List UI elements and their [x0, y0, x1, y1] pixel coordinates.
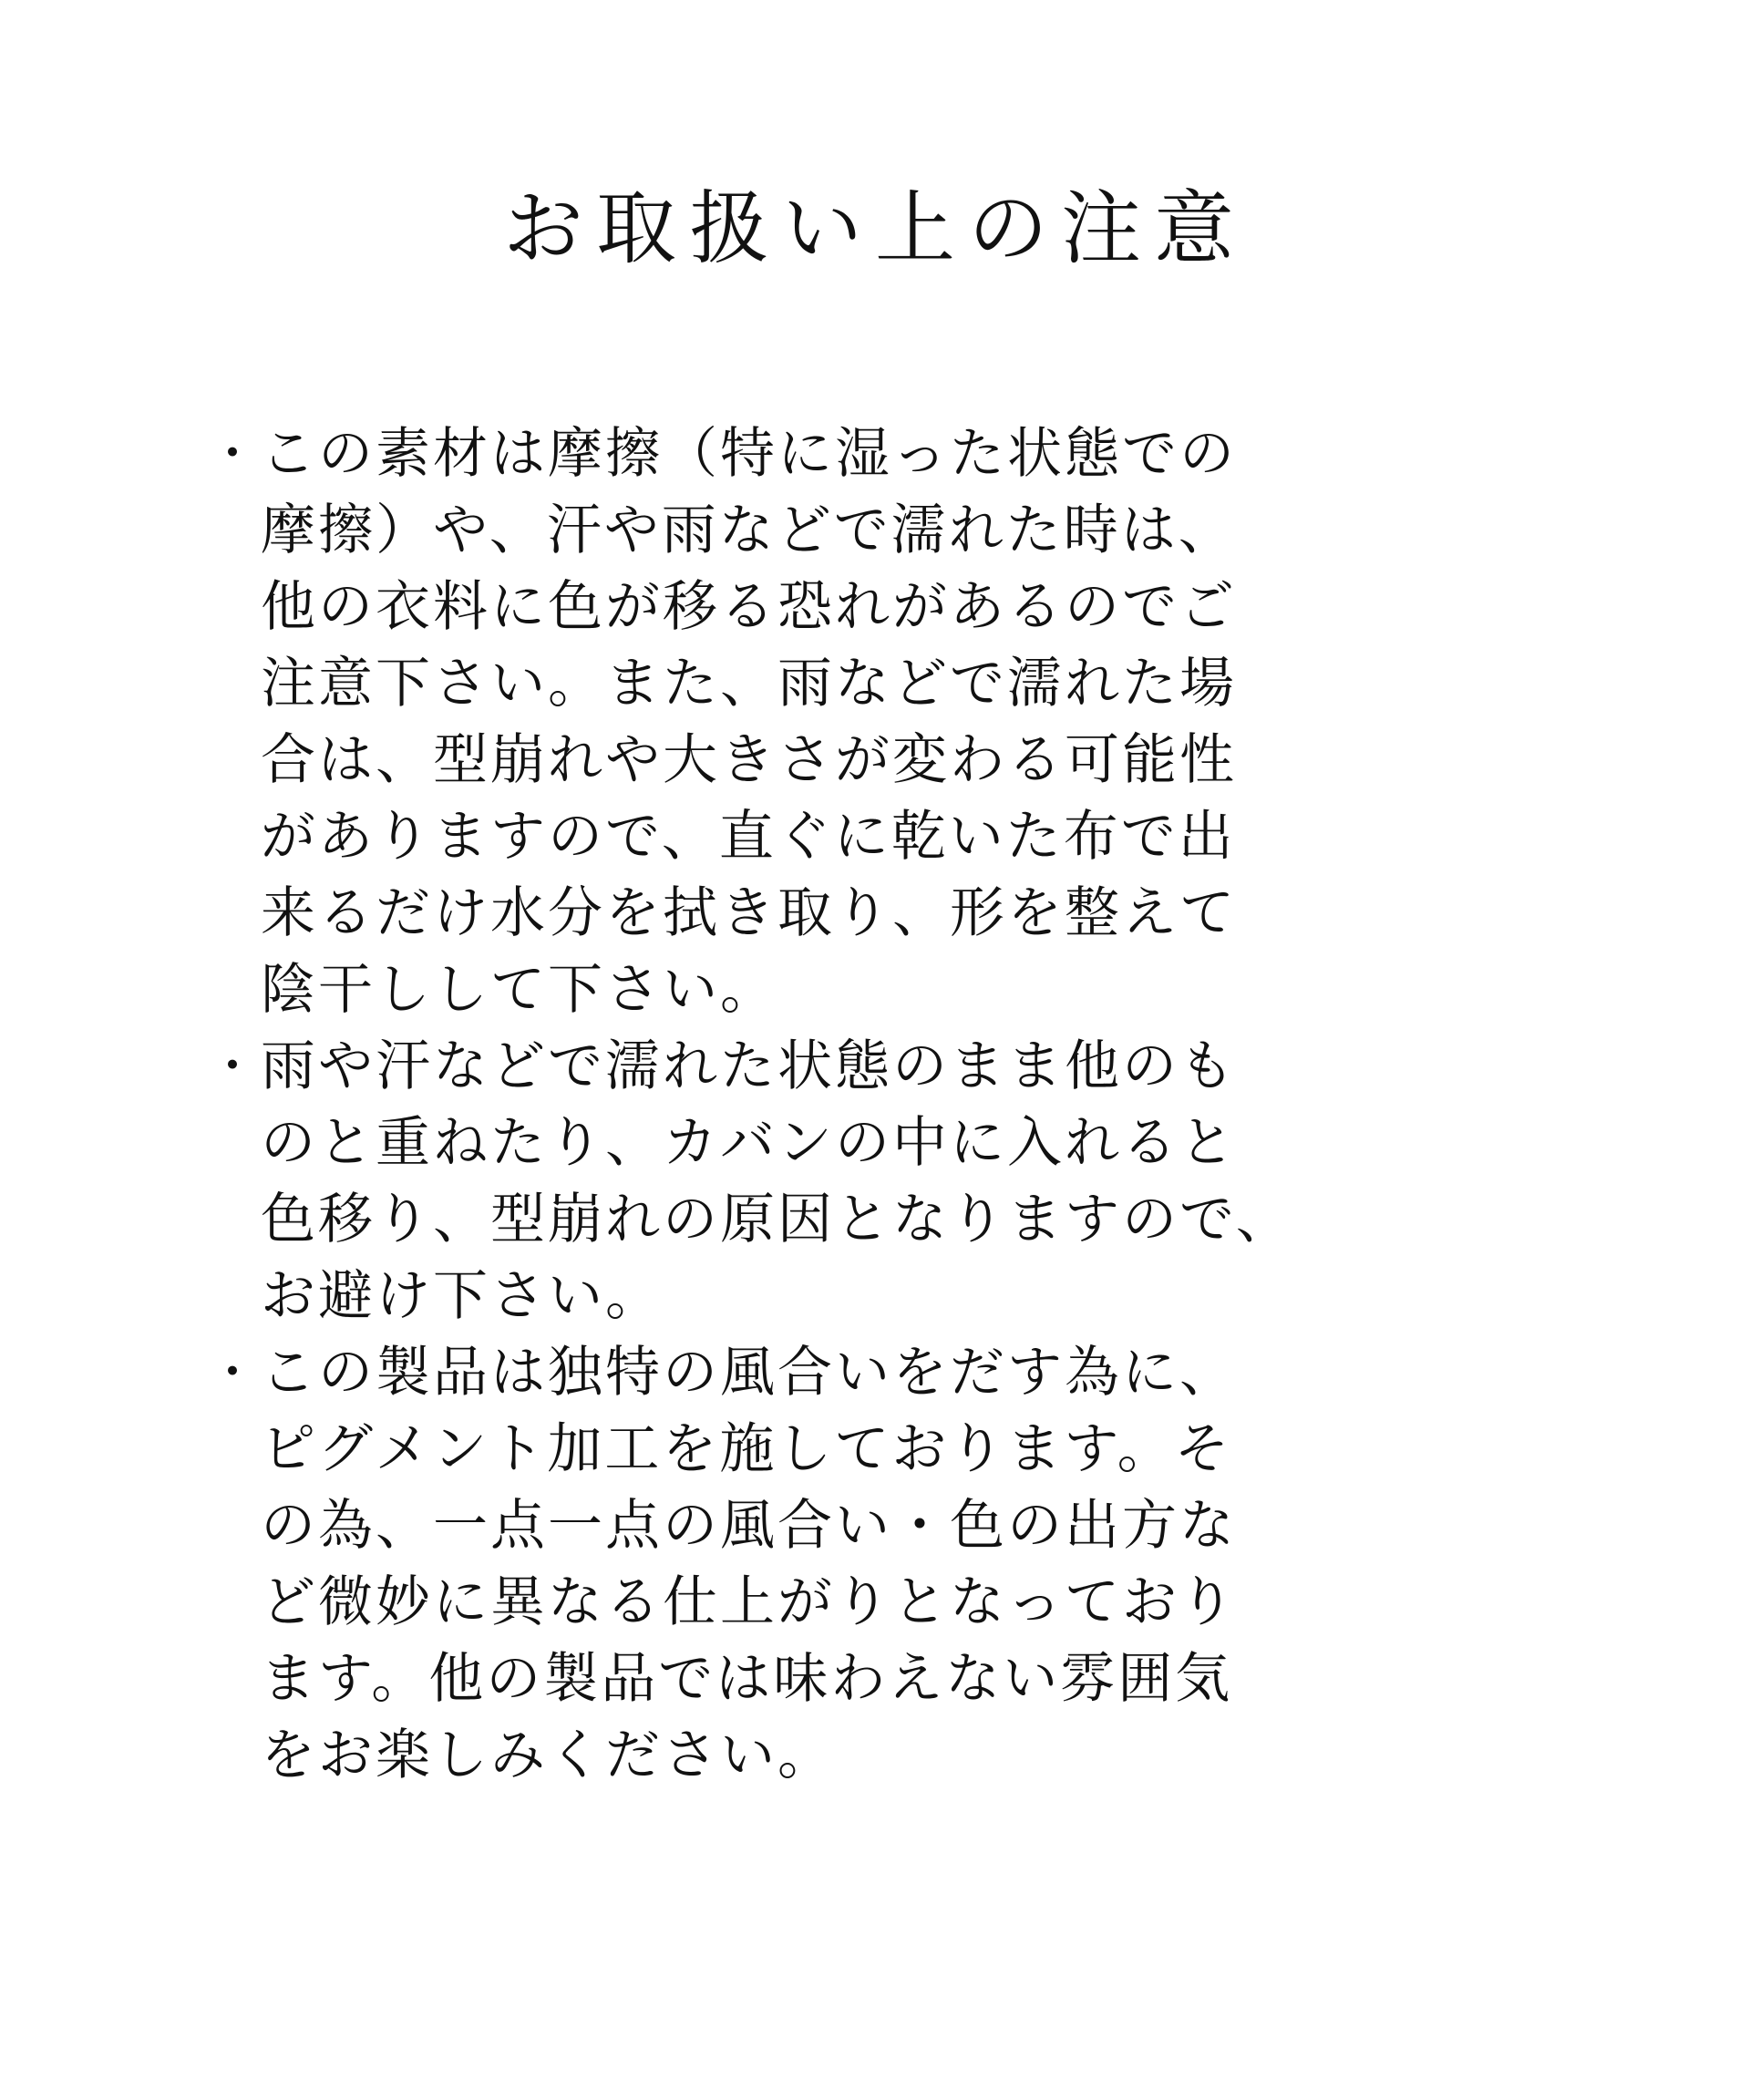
care-note-1 — [201, 416, 1604, 1028]
text-line: 注意下さい。また、雨などで濡れた場 — [261, 652, 1237, 715]
text-line: 合は、型崩れや大きさが変わる可能性 — [261, 728, 1237, 792]
text-line: がありますので、直ぐに乾いた布で出 — [261, 805, 1236, 869]
text-line: ピグメント加工を施しております。そ — [261, 1417, 1232, 1481]
text-line: をお楽しみください。 — [261, 1724, 835, 1787]
care-notes-list — [201, 416, 1604, 1794]
text-line: の為、一点一点の風合い・色の出方な — [261, 1494, 1237, 1558]
bullet-icon: ・ — [208, 425, 257, 482]
text-line: 陰干しして下さい。 — [261, 958, 777, 1022]
text-line: 摩擦）や、汗や雨などで濡れた時は、 — [261, 499, 1236, 562]
text-line: 色移り、型崩れの原因となりますので、 — [261, 1188, 1293, 1251]
text-line: 来るだけ水分を拭き取り、形を整えて — [261, 881, 1237, 945]
bullet-icon: ・ — [208, 1343, 257, 1401]
text-line: のと重ねたり、カバンの中に入れると — [261, 1111, 1237, 1175]
care-note-text — [261, 1028, 1604, 1334]
care-note-3 — [201, 1334, 1604, 1794]
care-note-text — [261, 416, 1604, 1028]
text-line: お避け下さい。 — [261, 1264, 663, 1328]
text-line: 雨や汗などで濡れた状態のまま他のも — [261, 1035, 1237, 1098]
care-note-text — [261, 1334, 1604, 1794]
page-title: お取扱い上の注意 — [502, 181, 1247, 275]
text-line: この素材は摩擦（特に湿った状態での — [261, 422, 1237, 486]
text-line: ど微妙に異なる仕上がりとなっており — [261, 1570, 1237, 1634]
text-line: この製品は独特の風合いをだす為に、 — [261, 1341, 1237, 1405]
text-line: 他の衣料に色が移る恐れがあるのでご — [261, 575, 1237, 639]
text-line: ます。他の製品では味わえない雰囲気 — [261, 1647, 1233, 1711]
bullet-icon: ・ — [208, 1037, 257, 1095]
care-note-2 — [201, 1028, 1604, 1334]
